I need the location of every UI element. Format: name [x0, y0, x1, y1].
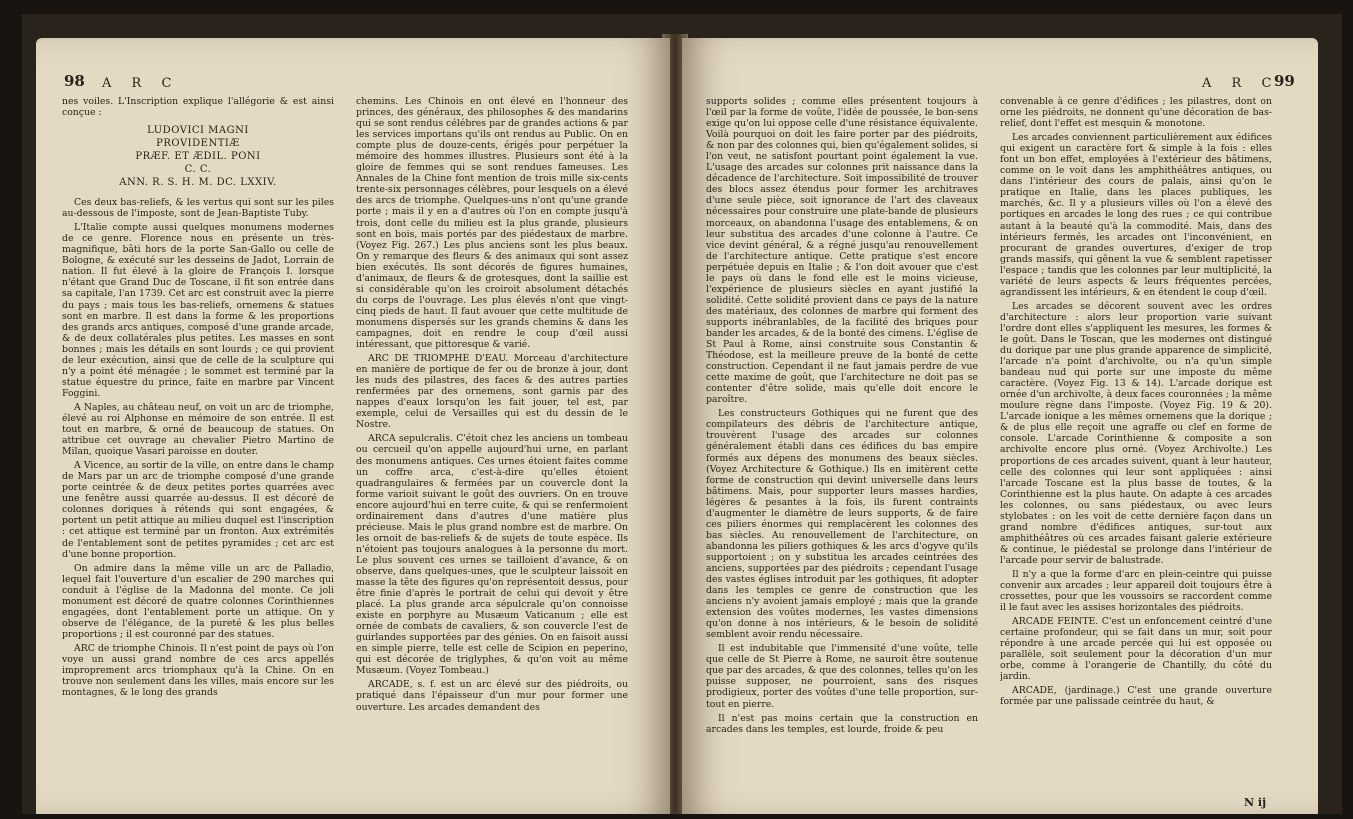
left-running-head: A R C [102, 76, 180, 91]
right-column-1 [706, 96, 978, 806]
paragraph: Il est indubitable que l'immensité d'une voûte, telle que celle de St Pierre à Rome, ne sauroit être soutenue que par des arcades, & que des colonnes, telles qu'on les puisse supposer, ne pourroient, sans des risques prodigieux, porter des voûtes d'une telle proportion, sur-tout en pierre. [706, 643, 978, 710]
signature-mark: N ij [1244, 796, 1267, 809]
paragraph: ARCA sepulcralis. C'étoit chez les anciens un tombeau ou cercueil qu'on appelle aujourd'hui urne, en parlant des monumens antiques. Ces urnes étoient faites comme un coffre arca, c'est-à-dire qu'elles étoient quadrangulaires & fermées par un couvercle dont la forme varioit suivant le goût des ouvriers. On en trouve encore aujourd'hui en terre cuite, & qui se renfermoient ordinairement dans d'autres d'une matière plus précieuse. Mais le plus grand nombre est de marbre. On les ornoit de bas-reliefs & de sujets de toute espèce. Ils n'étoient pas toujours analogues à la personne du mort. Le plus souvent ces urnes se tailloient d'avance, & on observe, dans quelques-unes, que le sculpteur laissoit en masse la tête des figures qu'on représentoit dessus, pour être finie d'après le portrait de celui qui devoit y être placé. La plus grande arca sépulcrale qu'on connoisse existe en porphyre au Musæum Vaticanum ; elle est ornée de combats de cavaliers, & son couvercle l'est de guirlandes supportées par des génies. On en faisoit aussi en simple pierre, telle est celle de Scipion en peperino, qui est décorée de triglyphes, & qu'on voit au même Musæum. (Voyez Tombeau.) [356, 433, 628, 677]
left-column-2 [356, 96, 628, 806]
paragraph: Les constructeurs Gothiques qui ne furent que des compilateurs des débris de l'architecture antique, trouvèrent l'usage des arcades sur colonnes généralement établi dans ces édifices du bas empire formés aux dépens des monumens des beaux siècles. (Voyez Architecture & Gothique.) Ils en imitèrent cette forme de construction qui devint universelle dans leurs bâtimens. Mais, pour supporter leurs masses hardies, légères & pesantes à la fois, ils furent contraints d'augmenter le diamètre de leurs supports, & de faire ces piliers énormes qui remplacèrent les colonnes des bas siècles. Au renouvellement de l'architecture, on abandonna les piliers gothiques & les arcs d'ogyve qu'ils supportoient ; on y substitua les arcades ceintrées des anciens, supportées par des piédroits ; cependant l'usage des vastes églises introduit par les gothiques, fit adopter dans les temples ce genre de construction que les anciens n'y avoient jamais employé ; mais que la grande extension des voûtes modernes, les vastes dimensions qu'on donne à nos intérieurs, & le besoin de solidité semblent avoir rendu nécessaire. [706, 408, 978, 641]
paragraph: A Naples, au château neuf, on voit un arc de triomphe, élevé au roi Alphonse en mémoire de son entrée. Il est tout en marbre, & orné de beaucoup de statues. On attribue cet ouvrage au chevalier Pietro Martino de Milan, quoique Vasari paroisse en douter. [62, 401, 334, 458]
paragraph: convenable à ce genre d'édifices ; les pilastres, dont on orne les piédroits, ne donnent qu'une décoration de bas-relief, dont l'effet est mesquin & monotone. [1000, 96, 1272, 130]
inscription-line: PRÆF. ET ÆDIL. PONI [135, 151, 261, 163]
paragraph: Il n'est pas moins certain que la construction en arcades dans les temples, est lourde, froide & peu [706, 712, 978, 735]
inscription-line: LUDOVICI MAGNI [147, 125, 249, 137]
paragraph: chemins. Les Chinois en ont élevé en l'honneur des princes, des généraux, des philosophes & des mandarins qui se sont rendus célébres par de grandes actions & par les services importans qu'ils ont rendus au Public. On en compte plus de douze-cents, érigés pour perpétuer la mémoire des hommes illustres. Plusieurs sont été à la gloire de femmes qui se sont rendues fameuses. Les Annales de la Chine font mention de trois mille six-cents trente-six personnages célèbres, pour lesquels on a élevé des arcs de triomphe. Quelques-uns n'ont qu'une grande porte ; mais il y en a d'autres où l'on en compte jusqu'à trois, dont celle du milieu est la plus grande, plusieurs sont en bois, mais portés par des piédestaux de marbre. (Voyez Fig. 267.) Les plus anciens sont les plus beaux. On y remarque des fleurs & des animaux qui sont assez bien exécutés. Ils sont décorés de figures humaines, d'animaux, de fleurs & de grotesques, dont la saillie est si considérable qu'on les croiroit absolument détachés du corps de l'ouvrage. Les plus élevés n'ont que vingt-cinq pieds de haut. Il faut avouer que cette multitude de monumens dispersés sur les grands chemins & dans les campagnes, doit en rendre le coup d'œil aussi intéressant, que pittoresque & varié. [356, 96, 628, 351]
right-column-2 [1000, 96, 1272, 792]
right-page-number: 99 [1274, 72, 1295, 90]
paragraph: L'Italie compte aussi quelques monumens modernes de ce genre. Florence nous en présente un très-magnifique, bâti hors de la porte San-Gallo ou celle de Bologne, & exécuté sur les desseins de Jadot, Lorrain de nation. Il fut élevé à la gloire de François I. lorsque n'étant que Grand Duc de Toscane, il fit son entrée dans sa capitale, l'an 1739. Cet arc est construit avec la pierre du pays ; mais tous les bas-reliefs, ornemens & statues sont en marbre. Il est dans la forme & les proportions des grands arcs antiques, composé d'une grande arcade, & de deux collatérales plus petites. Les masses en sont bonnes ; mais les détails en sont lourds ; ce qui provient de leur exécution, ainsi que de celle de la sculpture qui n'y a point été ménagée ; le sommet est terminé par la statue équestre du prince, faite en marbre par Vincent Foggini. [62, 222, 334, 399]
paragraph: Ces deux bas-reliefs, & les vertus qui sont sur les piles au-dessous de l'imposte, sont de Jean-Baptiste Tuby. [62, 197, 334, 220]
paragraph: A Vicence, au sortir de la ville, on entre dans le champ de Mars par un arc de triomphe composé d'une grande porte ceintrée & de deux petites portes quarrées avec une fenêtre aussi quarrée au-dessus. Il est décoré de colonnes doriques à rétends qui sont engagées, & portent un petit attique au milieu duquel est l'inscription : cet attique est terminé par un fronton. Aux extrémités de l'entablement sont de petites pyramides ; cet arc est d'une bonne proportion. [62, 460, 334, 560]
left-page [36, 38, 670, 814]
right-running-head: A R C [1202, 76, 1280, 91]
paragraph: ARCADE, s. f. est un arc élevé sur des piédroits, ou pratiqué dans l'épaisseur d'un mur pour former une ouverture. Les arcades demandent des [356, 679, 628, 713]
inscription-line: PROVIDENTIÆ [156, 138, 240, 150]
paragraph: ARC de triomphe Chinois. Il n'est point de pays où l'on voye un aussi grand nombre de ces arcs appellés improprement arcs triomphaux qu'à la Chine. On en trouve non seulement dans les villes, mais encore sur les montagnes, & le long des grands [62, 642, 334, 699]
inscription-block [62, 124, 334, 189]
left-column-1 [62, 96, 334, 806]
paragraph: ARCADE FEINTE. C'est un enfoncement ceintré d'une certaine profondeur, qui se fait dans un mur, soit pour répondre à une arcade percée qui lui est opposée ou parallèle, soit seulement pour la décoration d'un mur orbe, comme à l'orangerie de Chantilly, du côté du jardin. [1000, 616, 1272, 683]
paragraph: nes voiles. L'Inscription explique l'allégorie & est ainsi conçue : [62, 96, 334, 119]
paragraph: On admire dans la même ville un arc de Palladio, lequel fait l'ouverture d'un escalier de 290 marches qui conduit à l'église de la Madonna del monte. Ce joli monument est décoré de quatre colonnes Corinthiennes engagées, dont l'entablement porte un attique. On y observe de l'élégance, de la pureté & les plus belles proportions ; il est couronné par des statues. [62, 562, 334, 640]
left-page-number: 98 [64, 72, 85, 90]
book-spread [22, 14, 1342, 814]
inscription-line: ANN. R. S. H. M. DC. LXXIV. [119, 177, 277, 189]
inscription-line: C. C. [184, 164, 212, 176]
paragraph: ARCADE, (jardinage.) C'est une grande ouverture formée par une palissade ceintrée du haut, & [1000, 685, 1272, 708]
paragraph: ARC DE TRIOMPHE D'EAU. Morceau d'architecture en manière de portique de fer ou de bronze à jour, dont les nuds des pilastres, des faces & des autres parties renfermées par des ornemens, sont garnis par des nappes d'eaux lorsqu'on les fait jouer, tel est, par exemple, celui de Versailles qui est du dessin de le Nostre. [356, 353, 628, 431]
paragraph: Il n'y a que la forme d'arc en plein-ceintre qui puisse convenir aux arcades ; leur appareil doit toujours être à crossettes, pour que les voussoirs se raccordent comme il le faut avec les assises horizontales des piédroits. [1000, 568, 1272, 614]
paragraph: supports solides ; comme elles présentent toujours à l'œil par la forme de voûte, l'idée de poussée, le bon-sens exige qu'on lui oppose celle d'une résistance équivalente. Voilà pourquoi on doit les faire porter par des piédroits, & non par des colonnes qui, bien qu'également solides, si l'on veut, ne satisfont pourtant point également la vue. L'usage des arcades sur colonnes prit naissance dans la décadence de l'architecture. Soit impossibilité de trouver des blocs assez étendus pour former les architraves d'une seule pièce, soit ignorance de l'art des claveaux nécessaires pour construire une plate-bande de plusieurs morceaux, on abandonna l'usage des entablemens, & on leur substitua des arcades d'une colonne à l'autre. Ce vice devint général, & a régné jusqu'au renouvellement de l'architecture antique. Cette pratique s'est encore perpétuée depuis en Italie ; & l'on doit avouer que c'est le pays où dans le fond elle est le moins vicieuse, l'expérience de plusieurs siècles en ayant justifié la solidité. Cette solidité provient dans ce pays de la nature des matériaux, des colonnes de marbre qui forment des supports inébranlables, de la facilité des briques pour bander les arcades, & de la bonté des cimens. L'église de St Paul à Rome, ainsi construite sous Constantin & Théodose, est la meilleure preuve de la bonté de cette construction. Cependant il ne faut jamais perdre de vue cette maxime de goût, que l'architecture ne doit pas se contenter d'être solide, mais qu'elle doit encore le paroître. [706, 96, 978, 406]
paragraph: Les arcades se décorent souvent avec les ordres d'architecture : alors leur proportion varie suivant l'ordre dont elles s'appliquent les mesures, les formes & le goût. Dans le Toscan, que les modernes ont distingué du dorique par une plus grande apparence de simplicité, l'arcade n'a point d'archivolte, ou n'a qu'un simple bandeau nud qui porte sur une imposte du même caractère. (Voyez Fig. 13 & 14). L'arcade dorique est ornée d'un archivolte, à deux faces couronnées ; la même moulure règne dans l'imposte. (Voyez Fig. 19 & 20). L'arcade ionique a les mêmes ornemens que la dorique ; & de plus elle reçoit une agraffe ou clef en forme de console. L'arcade Corinthienne & composite a son archivolte encore plus orné. (Voyez Archivolte.) Les proportions de ces arcades suivent, quant à leur hauteur, celle des colonnes qui leur sont appliquées : ainsi l'arcade Toscane est la plus basse de toutes, & la Corinthienne est la plus haute. On adapte à ces arcades les colonnes, ou sans piédestaux, ou avec leurs stylobates : on les voit de cette dernière façon dans un grand nombre d'édifices antiques, sur-tout aux amphithéâtres où ces arcades faisant galerie extérieure & continue, le piédestal se prolonge dans l'intérieur de l'arcade pour servir de balustrade. [1000, 300, 1272, 566]
paragraph: Les arcades conviennent particulièrement aux édifices qui exigent un caractère fort & simple à la fois : elles font un bon effet, employées à l'extérieur des bâtimens, comme on le voit dans les amphithéâtres antiques, ou dans l'intérieur des cours de palais, ainsi qu'on le pratique en Italie, dans les places publiques, les marchés, &c. Il y a plusieurs villes où l'on a élevé des portiques en arcades le long des rues ; ce qui contribue autant à la beauté qu'à la commodité. Mais, dans des intérieurs fermés, les arcades ont l'inconvénient, en procurant de grandes ouvertures, d'exiger de trop grands massifs, qui gênent la vue & semblent rapetisser l'espace ; tandis que les colonnes par leur multiplicité, la variété de leurs aspects & leurs fréquentes percées, agrandissent les intérieurs, & en étendent le coup d'œil. [1000, 132, 1272, 298]
right-page [682, 38, 1318, 814]
